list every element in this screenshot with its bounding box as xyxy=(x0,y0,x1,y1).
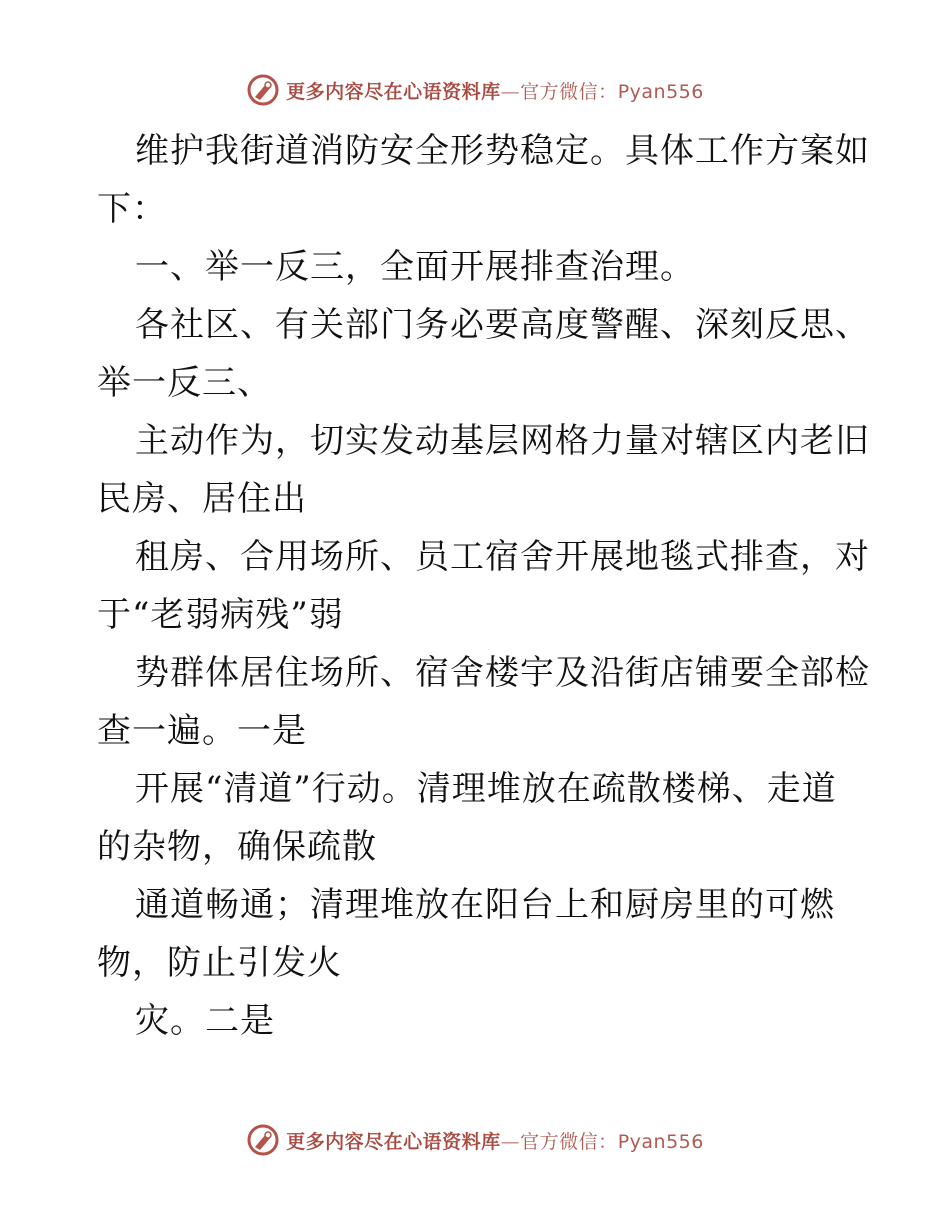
footer-watermark xyxy=(0,1120,950,1160)
text-line: 查一遍。一是 xyxy=(97,711,307,751)
text-line: 下： xyxy=(97,189,167,229)
text-line: 势群体居住场所、宿舍楼宇及沿街店铺要全部检 xyxy=(135,653,870,693)
watermark-text: 更多内容尽在心语资料库—官方微信：Pyan556 xyxy=(286,1130,704,1153)
text-line: 民房、居住出 xyxy=(97,479,307,519)
text-line: 灾。二是 xyxy=(135,1001,275,1041)
document-body xyxy=(97,122,870,1050)
text-line: 主动作为，切实发动基层网格力量对辖区内老旧 xyxy=(135,421,870,461)
logo-icon xyxy=(246,1123,280,1157)
text-line: 于“老弱病残”弱 xyxy=(97,595,344,635)
text-line: 租房、合用场所、员工宿舍开展地毯式排查，对 xyxy=(135,537,870,577)
text-line: 举一反三、 xyxy=(97,363,272,403)
logo-icon xyxy=(246,73,280,107)
text-line: 通道畅通；清理堆放在阳台上和厨房里的可燃 xyxy=(135,885,835,925)
header-watermark xyxy=(0,70,950,110)
text-line: 开展“清道”行动。清理堆放在疏散楼梯、走道 xyxy=(135,769,837,809)
text-line: 各社区、有关部门务必要高度警醒、深刻反思、 xyxy=(135,305,870,345)
text-line: 的杂物，确保疏散 xyxy=(97,827,377,867)
text-line: 一、举一反三，全面开展排查治理。 xyxy=(135,247,695,287)
watermark-text: 更多内容尽在心语资料库—官方微信：Pyan556 xyxy=(286,80,704,103)
text-line: 物，防止引发火 xyxy=(97,943,342,983)
text-line: 维护我街道消防安全形势稳定。具体工作方案如 xyxy=(135,131,870,171)
